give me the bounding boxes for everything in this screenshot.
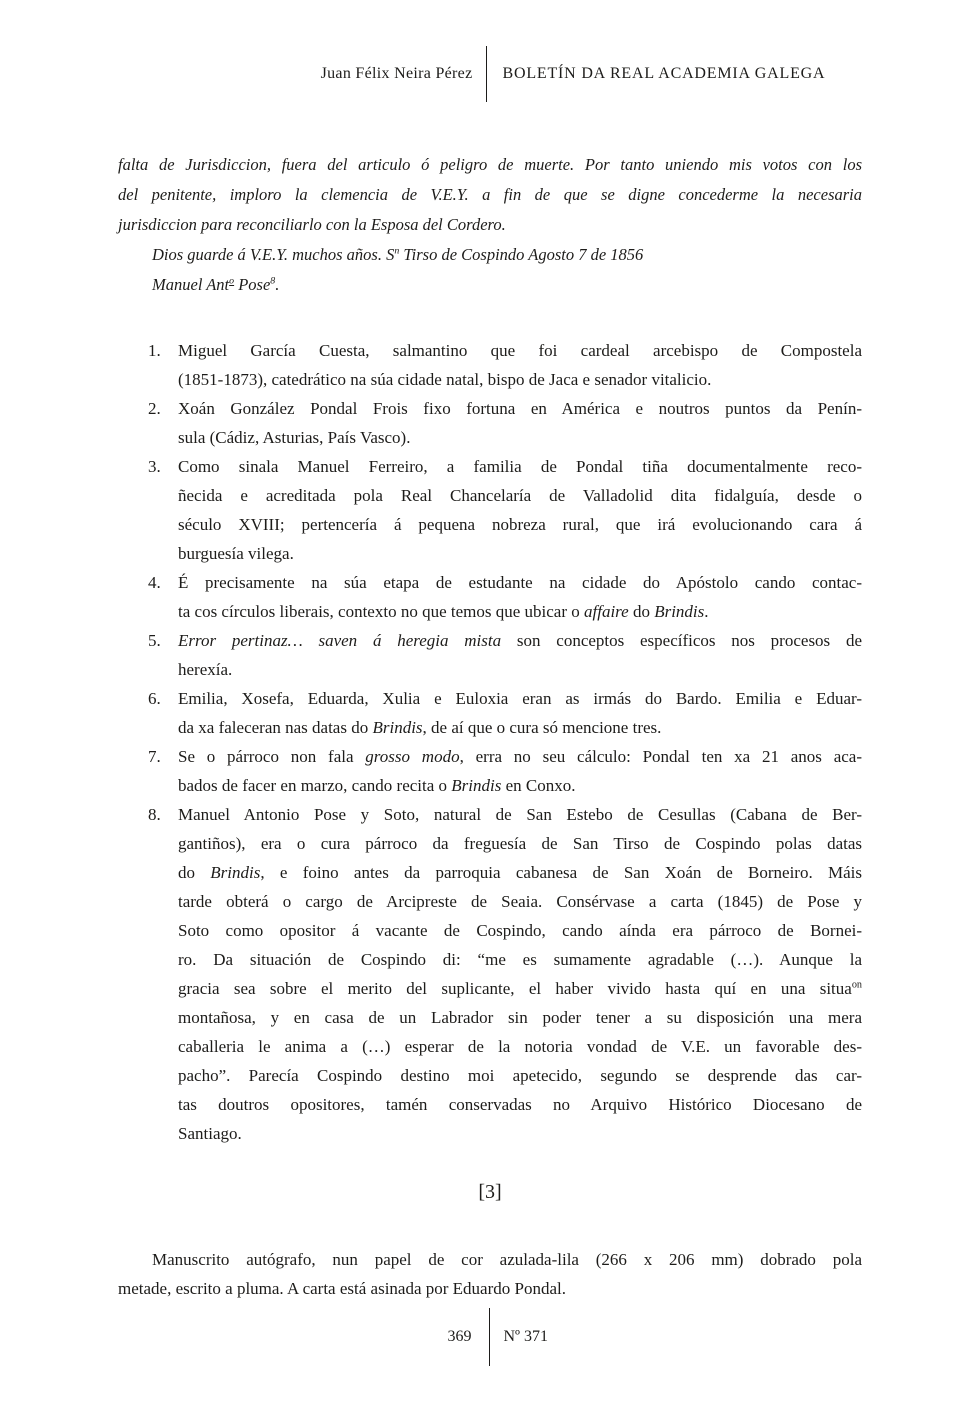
text-run: ta cos círculos liberais, contexto no que temos que ubicar o — [178, 602, 584, 621]
text-run: tarde obterá o cargo de Arcipreste de Seaia. Consérvase a carta (1845) de Pose y — [178, 892, 862, 911]
text-line — [178, 945, 862, 974]
text-line — [178, 336, 862, 365]
text-line — [178, 626, 862, 655]
footnote-text — [178, 684, 862, 742]
text-line — [118, 180, 862, 210]
footnote-number: 4. — [148, 573, 161, 592]
footnote-number: 1. — [148, 341, 161, 360]
closing-paragraph — [118, 1245, 862, 1303]
text-run: , e foino antes da parroquia cabanesa de San Xoán de Borneiro. Máis — [260, 863, 863, 882]
footnote-item — [148, 742, 862, 800]
text-run: Manuel Ant — [152, 275, 230, 294]
text-run: Santiago. — [178, 1124, 242, 1143]
text-run: ñecida e acreditada pola Real Chancelaría de Valladolid dita fidalguía, desde o — [178, 486, 862, 505]
footnote-text — [178, 394, 862, 452]
text-run: . — [275, 275, 280, 294]
text-run: Se o párroco non fala — [178, 747, 366, 766]
text-line — [118, 1274, 862, 1303]
superscript-text: on — [851, 979, 862, 991]
footnote-text — [178, 452, 862, 568]
text-run: Miguel García Cuesta, salmantino que foi cardeal arcebispo de Compostela — [178, 341, 862, 360]
text-line — [118, 210, 862, 240]
text-run: . — [704, 602, 709, 621]
text-line — [178, 1119, 862, 1148]
issue-number: Nº 371 — [503, 1328, 549, 1345]
text-line — [178, 539, 862, 568]
letter-quote — [118, 150, 862, 300]
text-line — [178, 1003, 862, 1032]
text-line — [178, 742, 862, 771]
text-run: (1851-1873), catedrático na súa cidade natal, bispo de Jaca e senador vitalicio. — [178, 370, 712, 389]
text-run: herexía. — [178, 660, 233, 679]
footnote-item — [148, 568, 862, 626]
text-line — [178, 887, 862, 916]
superscript-text: o — [229, 275, 235, 287]
footnote-number: 8. — [148, 805, 161, 824]
text-run: Manuel Antonio Pose y Soto, natural de San Estebo de Cesullas (Cabana de Ber- — [178, 805, 862, 824]
text-run: bados de facer en marzo, cando recita o — [178, 776, 452, 795]
footnote-text — [178, 568, 862, 626]
footnote-item — [148, 394, 862, 452]
footnote-text — [178, 800, 862, 1148]
footnote-item — [148, 626, 862, 684]
text-run: gracia sea sobre el merito del suplicante, el haber vivido hasta quí en una situa — [178, 979, 852, 998]
text-line — [178, 510, 862, 539]
running-header — [0, 46, 975, 102]
text-line — [118, 270, 862, 300]
text-line — [178, 365, 862, 394]
text-line — [178, 1032, 862, 1061]
text-run: Emilia, Xosefa, Eduarda, Xulia e Euloxia eran as irmás do Bardo. Emilia e Eduar- — [178, 689, 862, 708]
text-line — [178, 481, 862, 510]
text-run: caballeria le anima a (…) esperar de la notoria vondad de V.E. un favorable des- — [178, 1037, 862, 1056]
text-run: Tirso de Cospindo Agosto 7 de 1856 — [399, 245, 644, 264]
text-run: tas doutros opositores, tamén conservadas no Arquivo Histórico Diocesano de — [178, 1095, 862, 1114]
text-line — [178, 771, 862, 800]
text-run: son conceptos específicos nos procesos de — [501, 631, 862, 650]
text-line — [118, 240, 862, 270]
text-line — [178, 423, 862, 452]
italic-text: Brindis — [654, 602, 705, 621]
italic-text: Error pertinaz… saven á heregia mista — [178, 631, 502, 650]
footnote-number: 2. — [148, 399, 161, 418]
text-run: metade, escrito a pluma. A carta está asinada por Eduardo Pondal. — [118, 1279, 566, 1298]
footnote-number: 6. — [148, 689, 161, 708]
text-run: jurisdiccion para reconciliarlo con la Esposa del Cordero. — [118, 215, 506, 234]
italic-text: Brindis — [451, 776, 502, 795]
text-line — [178, 1061, 862, 1090]
text-run: pacho”. Parecía Cospindo destino moi apetecido, segundo se desprende das car- — [178, 1066, 862, 1085]
text-line — [178, 974, 862, 1003]
text-run: burguesía vilega. — [178, 544, 294, 563]
italic-text: affaire — [584, 602, 629, 621]
text-line — [178, 452, 862, 481]
text-run: Como sinala Manuel Ferreiro, a familia de Pondal tiña documentalmente reco- — [178, 457, 862, 476]
text-run: Manuscrito autógrafo, nun papel de cor azulada-lila (266 x 206 mm) dobrado pola — [152, 1250, 862, 1269]
header-journal-title: BOLETÍN DA REAL ACADEMIA GALEGA — [502, 65, 826, 82]
footnotes-section — [148, 336, 862, 1148]
italic-text: grosso modo — [365, 747, 460, 766]
text-line — [178, 684, 862, 713]
text-line — [178, 597, 862, 626]
text-run: século XVIII; pertencería á pequena nobreza rural, que irá evolucionando cara á — [178, 515, 862, 534]
text-line — [178, 916, 862, 945]
section-heading: [3] — [478, 1181, 502, 1203]
text-run: Dios guarde á V.E.Y. muchos años. S — [152, 245, 395, 264]
footnote-text — [178, 626, 862, 684]
text-run: Soto como opositor á vacante de Cospindo, cando aínda era párroco de Bornei- — [178, 921, 862, 940]
text-run: sula (Cádiz, Asturias, País Vasco). — [178, 428, 411, 447]
text-run: del penitente, imploro la clemencia de V.E.Y. a fin de que se digne concederme la necesaria — [118, 185, 862, 204]
text-run: Xoán González Pondal Frois fixo fortuna en América e noutros puntos da Penín- — [178, 399, 862, 418]
superscript-text: n — [394, 245, 400, 257]
footnote-number: 7. — [148, 747, 161, 766]
text-run: gantiños), era o cura párroco da freguesía de San Tirso de Cospindo polas datas — [178, 834, 862, 853]
text-run: , erra no seu cálculo: Pondal ten xa 21 anos aca- — [459, 747, 862, 766]
text-line — [178, 713, 862, 742]
italic-text: Brindis — [210, 863, 261, 882]
text-run: falta de Jurisdiccion, fuera del articulo ó peligro de muerte. Por tanto uniendo mis votos con los — [118, 155, 862, 174]
text-run: en Conxo. — [501, 776, 576, 795]
text-line — [178, 829, 862, 858]
text-run: Pose — [234, 275, 271, 294]
text-line — [178, 800, 862, 829]
text-run: da xa faleceran nas datas do — [178, 718, 373, 737]
text-line — [178, 858, 862, 887]
footnote-item — [148, 684, 862, 742]
footnote-number: 3. — [148, 457, 161, 476]
text-run: do — [628, 602, 655, 621]
text-run: É precisamente na súa etapa de estudante na cidade do Apóstolo cando contac- — [178, 573, 862, 592]
superscript-text: 8 — [270, 275, 276, 287]
text-line — [178, 568, 862, 597]
header-author: Juan Félix Neira Pérez — [320, 65, 473, 82]
text-line — [178, 394, 862, 423]
text-line — [178, 1090, 862, 1119]
text-run: , de aí que o cura só mencione tres. — [422, 718, 662, 737]
footnote-text — [178, 742, 862, 800]
text-line — [118, 1245, 862, 1274]
running-footer — [0, 1308, 975, 1366]
footnote-item — [148, 452, 862, 568]
text-run: montañosa, y en casa de un Labrador sin poder tener a su disposición una mera — [178, 1008, 862, 1027]
text-run: ro. Da situación de Cospindo di: “me es sumamente agradable (…). Aunque la — [178, 950, 862, 969]
text-line — [118, 150, 862, 180]
footnotes-list — [148, 336, 862, 1148]
footnote-item — [148, 336, 862, 394]
page-body — [118, 150, 862, 1303]
text-line — [178, 655, 862, 684]
text-run: do — [178, 863, 211, 882]
page-number: 369 — [447, 1328, 472, 1345]
footnote-text — [178, 336, 862, 394]
footnote-number: 5. — [148, 631, 161, 650]
footnote-item — [148, 800, 862, 1148]
italic-text: Brindis — [372, 718, 423, 737]
